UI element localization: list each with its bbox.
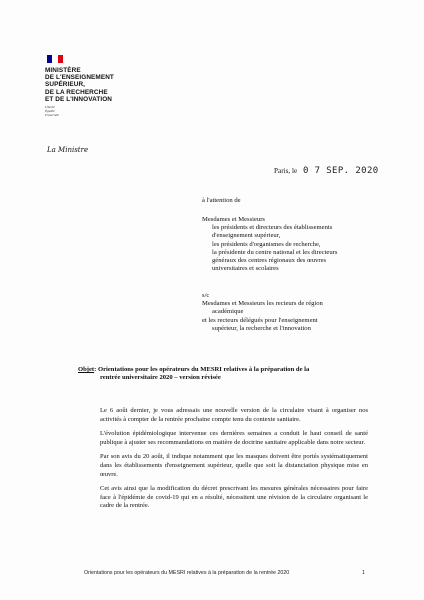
body-paragraph: Le 6 août dernier, je vous adressais une nouvelle version de la circulaire visant à organiser nos activités à compter de la rentrée prochaine compte tenu du contexte sanitaire. [100,407,368,423]
attention-text: à l'attention de [202,197,241,204]
ministry-line: ET DE L'INNOVATION [45,95,112,103]
addressee-line: Mesdames et Messieurs [202,216,265,223]
attention-line [202,197,241,205]
place-date [274,166,379,176]
sc-line: et les recteurs délégués pour l'enseignement [202,316,318,324]
page-number: 1 [362,570,365,576]
body-paragraph: L'évolution épidémiologique intervenue ces dernières semaines a conduit le haut conseil de santé publique à ajuster ses recommandations en matière de doctrine sanitaire applicable dans notre secteur. [100,430,368,446]
subject-line-2: rentrée universitaire 2020 – version révisée [100,374,221,382]
footer-text: Orientations pour les opérateurs du MESRI relatives à la préparation de la rentrée 2020 [84,570,290,576]
ministry-line: SUPÉRIEUR, [45,81,86,89]
addressee-line: la présidente du centre national et les directeurs [212,248,338,256]
subject-line-1: : Orientations pour les opérateurs du MESRI relatives à la préparation de la [94,366,310,373]
date-stamp: 0 7 SEP. 2020 [302,166,379,176]
ministry-line: DE LA RECHERCHE [45,88,108,96]
addressee-block [202,216,337,273]
addressee-line: les présidents et directeurs des établissements [212,224,333,232]
sc-line: académique [212,308,244,316]
addressee-line: d'enseignement supérieur, [212,232,281,240]
signatory-title: La Ministre [47,146,89,154]
republic-motto [45,106,175,117]
motto-line: Fraternité [45,112,59,117]
sc-line: Mesdames et Messieurs les recteurs de région [202,300,323,308]
body-paragraph: Par son avis du 20 août, il indique notamment que les masques doivent être portés systématiquement dans les établissements d'enseignement supérieur, quelle que soit la distanciation physique mise en œuvre. [100,453,368,478]
addressee-line: les présidents d'organismes de recherche, [212,240,321,248]
sc-label: s/c [202,292,210,299]
sc-line: supérieur, la recherche et l'innovation [212,324,311,332]
subject-label: Objet [78,366,95,373]
addressee-line: universitaires et scolaires [212,265,279,273]
body-paragraph: Cet avis ainsi que la modification du décret prescrivant les mesures générales nécessaires pour faire face à l'épidémie de covid-19 qui en a résulté, nécessitent une révision de la circulaire organisant le cadre de la rentrée. [100,485,368,510]
place-label: Paris, le [274,167,298,175]
motto-line: Égalité [45,108,55,113]
subject-block [78,366,378,382]
sc-block [202,292,323,333]
ministry-line: DE L'ENSEIGNEMENT [45,74,114,82]
addressee-line: généraux des centres régionaux des œuvres [212,257,327,265]
motto-line: Liberté [45,105,55,110]
ministry-logo [45,55,175,117]
ministry-line: MINISTÈRE [45,67,81,74]
french-flag-icon [47,55,63,63]
ministry-name [45,67,175,103]
letter-body [100,407,368,517]
